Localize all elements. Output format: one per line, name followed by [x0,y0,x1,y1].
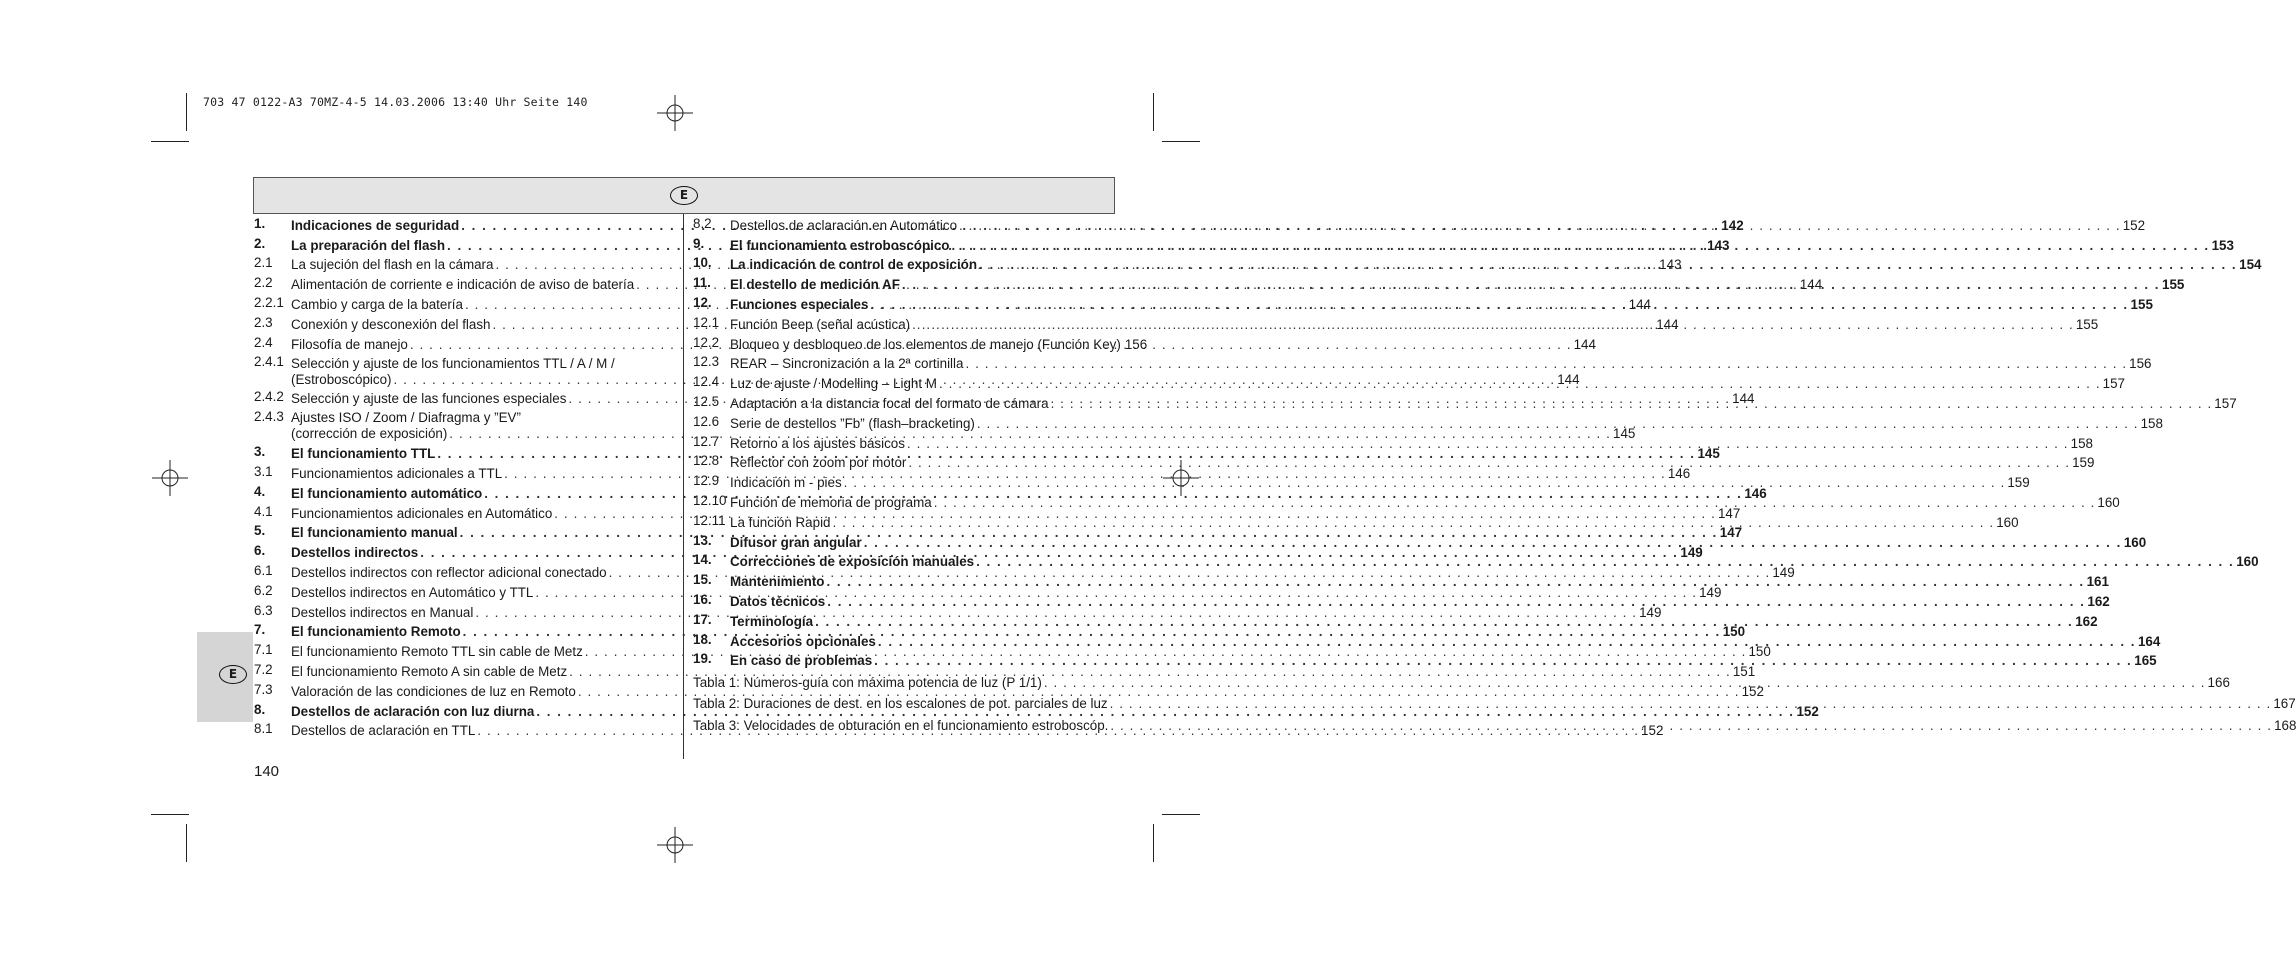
toc-entry-line [730,356,2152,372]
toc-entry-page: 155 [2162,277,2185,293]
toc-entry-body [730,534,2147,551]
toc-entry-title: Terminología [730,613,814,629]
toc-entry-page: 144 [1573,336,1596,352]
toc-entry-title: Selección y ajuste de las funciones especiales [291,391,567,407]
toc-entry-page: 159 [2072,455,2095,471]
toc-entry-line [730,554,2259,570]
toc-entry-line [730,435,2093,452]
side-language-tab [197,632,253,722]
toc-entry-title: La sujeción del flash en la cámara [291,257,494,273]
toc-entry-page: 144 [1557,371,1580,387]
toc-entry-title: El funcionamiento manual [291,525,458,541]
toc-entry-page: 142 [1721,217,1744,233]
registration-mark-left [152,460,188,496]
toc-entry-page: 150 [1722,624,1746,640]
toc-entry-number: 12.6 [693,413,720,429]
toc-entry-title: Ajustes ISO / Zoom / Diafragma y ”EV” [291,410,521,426]
toc-entry-page: 161 [2086,574,2109,590]
toc-entry-line [730,415,2163,432]
toc-entry-number: 10. [693,255,712,271]
toc-table-title: Tabla 2: Duraciones de dest. en los escalones de pot. parciales de luz [693,696,1108,712]
toc-entry-title: El funcionamiento Remoto A sin cable de Metz [291,663,568,679]
toc-entry-title: Indicación m - pies [730,475,842,491]
toc-entry-body [291,663,1756,680]
toc-entry-page: 149 [1680,545,1703,561]
toc-entry-page: 155 [2130,296,2153,312]
toc-entry-title: Función Beep (señal acústica) [730,316,911,332]
toc-entry-page: 157 [2102,376,2125,392]
leader-dots [977,416,2139,432]
toc-entry-title: Reflector con zoom por motor [730,455,907,471]
toc-entry-page: 165 [2134,653,2157,669]
toc-table-page: 168 [2274,717,2296,733]
toc-entry-title: Mantenimiento [730,574,825,590]
toc-entry-number: 6. [254,543,266,559]
toc-entry-page: 143 [1659,257,1682,273]
toc-entry-body [730,494,2120,511]
toc-entry-title: REAR – Sincronización a la 2ª cortinilla [730,356,964,372]
toc-entry-title: Cambio y carga de la batería [291,296,463,312]
toc-entry-line [730,534,2147,551]
toc-entry-body [291,545,1703,561]
toc-entry-body [730,653,2157,669]
toc-entry-title: Adaptación a la distancia focal del formato de cámara [730,395,1049,411]
toc-entry-page: 143 [1707,237,1730,253]
toc-entry-number: 5. [254,523,266,539]
toc-entry-title: Funcionamientos adicionales en Automático [291,505,553,521]
page-number: 140 [254,763,280,780]
toc-entry-page: 146 [1667,465,1691,481]
toc-entry-line [291,683,1764,700]
toc-entry-title: La preparación del flash [291,237,446,253]
toc-entry-page: 152 [1796,703,1819,719]
toc-entry-page: 162 [2087,593,2110,609]
toc-entry-line [730,455,2095,471]
toc-entry-title: El funcionamiento estroboscópico [730,237,950,253]
side-language-badge: E [219,665,247,684]
toc-entry-number: 2.4.3 [254,409,284,425]
toc-entry-title: El funcionamiento automático [291,485,483,501]
leader-dots [878,634,2136,650]
toc-entry-page: 145 [1697,446,1720,462]
toc-entry-number: 8.1 [254,721,273,737]
toc-entry-body [730,574,2109,590]
toc-entry-number: 14. [693,552,712,568]
toc-entry-title: Valoración de las condiciones de luz en Remoto [291,683,576,699]
toc-entry-body [730,455,2095,471]
toc-entry-title: Difusor gran angular [730,534,862,550]
toc-entry-number: 2.4.1 [254,354,284,370]
toc-entry-title: Destellos indirectos [291,545,419,561]
toc-entry-line [730,653,2157,669]
toc-entry-page: 160 [2236,554,2259,570]
toc-entry-number: 7.1 [254,642,273,658]
toc-table-title: Tabla 3: Velocidades de obturación en el funcionamiento estroboscóp. [693,717,1109,733]
toc-entry-title: El destello de medición AF [730,277,900,293]
toc-entry-number: 11. [693,275,711,291]
toc-entry-number: 12.4 [693,374,720,390]
toc-entry-title: Bloqueo y desbloqueo de los elementos de manejo (Función Key) [730,336,1121,352]
toc-entry-number: 12.11 [693,512,726,528]
toc-entry-body [730,514,2019,531]
toc-entry-body [291,683,1764,700]
leader-dots [870,297,2128,313]
toc-entry-number: 2.1 [254,255,273,271]
toc-entry-number: 1. [254,215,266,231]
toc-entry-page: 156 [1124,336,1148,352]
toc-entry-number: 16. [693,591,712,607]
toc-entry[interactable] [693,353,2152,373]
toc-entry-number: 7.2 [254,661,273,677]
leader-dots [908,455,2070,471]
toc-entry-number: 8. [254,701,266,717]
toc-entry-page: 152 [2122,217,2146,233]
toc-entry-title: El funcionamiento TTL [291,446,436,462]
toc-entry-number: 6.1 [254,562,273,578]
toc-entry-title: Destellos indirectos en Automático y TTL [291,584,534,600]
toc-entry-page: 149 [1772,564,1795,580]
toc-entry-page: 155 [2075,316,2099,332]
leader-dots [827,594,2085,610]
leader-dots [1044,675,2206,691]
registration-mark-top [657,95,693,131]
leader-dots [1051,396,2213,412]
toc-entry-number: 4. [254,483,266,499]
toc-entry-title: Selección y ajuste de los funcionamientos TTL / A / M / [291,355,615,371]
toc-entry-title: Destellos de aclaración con luz diurna [291,703,535,719]
toc-entry-number: 12.1 [693,314,720,330]
toc-entry-page: 157 [2214,395,2237,411]
toc-table-title: Tabla 1: Números-guía con máxima potencia de luz (P 1/1) [693,674,1042,690]
header-band [253,177,1115,214]
toc-entry-number: 12.7 [693,433,720,449]
toc-entry-body [730,336,1148,353]
toc-entry-number: 7. [254,622,266,638]
toc-entry-page: 160 [2123,534,2147,550]
toc-entry-body [730,435,2093,452]
toc-entry-page: 158 [2140,415,2163,431]
toc-entry-body [730,475,2030,491]
leader-dots [979,257,2237,273]
leader-dots [844,475,2006,491]
toc-entry-title: Funcionamientos adicionales a TTL [291,465,503,481]
toc-entry-title: Correcciones de exposición manuales [730,554,975,570]
toc-entry-page: 154 [2239,257,2262,273]
toc-entry-number: 4.1 [254,503,273,519]
toc-entry-line [730,475,2030,491]
toc-entry-title: El funcionamiento Remoto TTL sin cable de Metz [291,644,583,660]
toc-entry-page: 162 [2075,613,2098,629]
toc-entry[interactable] [693,333,1148,353]
toc-entry-line [693,696,2296,712]
toc-entry-number: 3. [254,444,266,460]
toc-entry-title: Funciones especiales [730,296,869,312]
toc-entry-number: 12.3 [693,354,720,370]
leader-dots [902,277,2160,293]
leader-dots [864,535,2122,551]
toc-entry-number: 18. [693,631,712,647]
toc-entry-number: 2.2.1 [254,294,284,310]
toc-entry-page: 152 [1741,683,1764,699]
toc-entry-line [730,633,2161,650]
toc-entry-line [730,514,2019,531]
toc-entry[interactable] [693,412,2163,432]
toc-entry-number: 12.5 [693,393,720,409]
toc-entry-title: Luz de ajuste / Modelling – Light M [730,376,937,392]
toc-entry-title: La función Rapid [730,514,831,530]
toc-entry-page: 151 [1732,663,1756,679]
toc-entry-page: 150 [1748,644,1771,660]
toc-entry-body [730,633,2161,650]
print-info-line: 703 47 0122-A3 70MZ-4-5 14.03.2006 13:40 Uhr Seite 140 [203,95,588,109]
toc-table-page: 166 [2207,674,2230,690]
toc-entry-page: 152 [1641,723,1664,739]
toc-entry-page: 144 [1732,391,1755,407]
leader-dots [951,238,2209,254]
toc-entry-page: 144 [1799,277,1823,293]
leader-dots [939,376,2101,392]
toc-entry-title: Función de memoria de programa [730,494,932,510]
toc-entry-number: 2.3 [254,314,273,330]
toc-entry-line [730,613,2098,630]
toc-entry-title-cont: (Estroboscópico) [291,371,392,387]
toc-entry-number: 17. [693,611,712,627]
toc-entry-body [730,613,2098,630]
toc-entry-title: Datos técnicos [730,593,826,609]
toc-entry-page: 144 [1628,296,1651,312]
leader-dots [965,356,2127,372]
leader-dots [1110,718,2272,734]
toc-entry-page: 153 [2211,237,2234,253]
toc-entry-number: 12.9 [693,473,720,489]
toc-entry-page: 156 [2129,356,2152,372]
toc-entry-page: 147 [1719,525,1743,541]
toc-entry-page: 147 [1717,505,1741,521]
toc-entry-number: 8.2 [693,215,712,231]
toc-entry-title: La indicación de control de exposición [730,257,978,273]
toc-entry-body [730,593,2110,610]
toc-entry-page: 164 [2137,633,2161,649]
leader-dots [833,515,1995,531]
leader-dots [815,614,2073,630]
toc-entry-title: Serie de destellos ”Fb” (flash–bracketing) [730,415,975,431]
toc-entry-number: 2.2 [254,275,273,291]
toc-entry-number: 12. [693,294,712,310]
toc-entry-page: 160 [2097,494,2120,510]
toc-entry-page: 149 [1639,604,1662,620]
toc-entry-number: 6.2 [254,582,273,598]
toc-entry-title: En caso de problemas [730,653,873,669]
toc-entry-number: 13. [693,532,712,548]
leader-dots [934,495,2096,511]
leader-dots [874,653,2132,669]
leader-dots [976,554,2234,570]
toc-entry-title: Accesorios opcionales [730,633,876,649]
toc-entry-number: 12.8 [693,453,720,469]
toc-entry-line [730,336,1148,353]
toc-entry-body [730,554,2259,570]
leader-dots [907,436,2069,452]
toc-entry-page: 160 [1996,514,2019,530]
toc-entry-number: 2. [254,235,266,251]
toc-table-page: 167 [2273,696,2296,712]
toc-entry-number: 9. [693,235,705,251]
toc-entry-page: 146 [1744,485,1767,501]
toc-entry-title: Filosofía de manejo [291,336,408,352]
toc-entry-number: 12.10 [693,492,727,508]
toc-entry-title: Destellos indirectos en Manual [291,604,474,620]
toc-entry-page: 149 [1699,584,1722,600]
language-badge: E [670,186,698,205]
registration-mark-bottom [657,827,693,863]
toc-entry-title: El funcionamiento Remoto [291,624,461,640]
toc-entry-title: Destellos indirectos con reflector adicional conectado [291,564,607,580]
toc-entry-title: Conexión y desconexión del flash [291,316,491,332]
leader-dots [826,574,2084,590]
toc-entry-body [730,415,2163,432]
toc-entry-line [730,574,2109,590]
toc-entry-number: 19. [693,651,712,667]
toc-entry-page: 159 [2007,475,2030,491]
toc-entry-page: 145 [1613,426,1636,442]
toc-entry-line [693,718,2296,734]
toc-entry-title: Destellos de aclaración en TTL [291,723,476,739]
toc-entry-page: 158 [2070,435,2093,451]
toc-entry-page: 144 [1656,316,1679,332]
leader-dots [912,317,2074,333]
toc-entry-line [730,593,2110,610]
toc-entry-number: 3.1 [254,463,273,479]
toc-entry-number: 12.2 [693,334,720,350]
toc-entry-title: Indicaciones de seguridad [291,217,460,233]
toc-entry-title: Retorno a los ajustes básicos [730,435,905,451]
toc-entry-title: Alimentación de corriente e indicación de aviso de batería [291,277,635,293]
leader-dots [1110,696,2272,712]
toc-entry-line [291,545,1703,561]
toc-entry-number: 6.3 [254,602,273,618]
toc-entry-line [693,675,2230,691]
toc-entry-number: 15. [693,572,712,588]
toc-entry-body [730,356,2152,372]
toc-entry-line [291,663,1756,680]
toc-entry-number: 2.4 [254,334,273,350]
toc-entry-title-cont: (corrección de exposición) [291,426,448,442]
toc-entry-number: 2.4.2 [254,389,284,405]
leader-dots [959,218,2121,234]
toc-entry-title: Destellos de aclaración en Automático [730,217,958,233]
toc-entry-number: 7.3 [254,681,273,697]
toc-entry-line [730,494,2120,511]
